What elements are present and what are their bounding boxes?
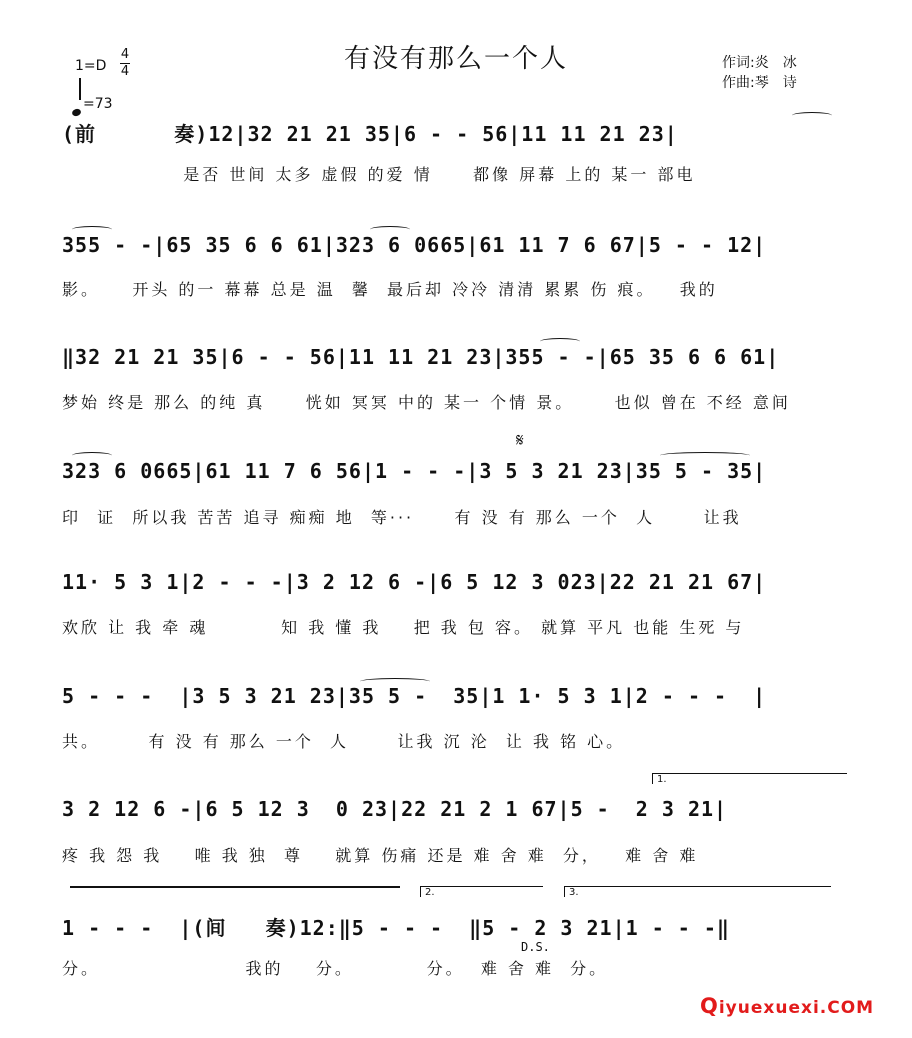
quarter-note-icon bbox=[71, 108, 82, 118]
notation-row-2: 355 - -|65 35 6 6 61|323 6 0665|61 11 7 6 67|5 - - 12| bbox=[62, 233, 767, 257]
slur-mark bbox=[360, 678, 430, 685]
slur-mark bbox=[370, 226, 410, 233]
notation-row-4: 323 6 0665|61 11 7 6 56|1 - - -|3 5 3 21 23|35 5 - 35| bbox=[62, 459, 767, 483]
slur-mark bbox=[72, 452, 112, 459]
composer-credit: 作曲:琴 诗 bbox=[722, 75, 797, 91]
lyrics-row-8: 分。 我的 分。 分。 难 舍 难 分。 bbox=[62, 959, 609, 978]
notation-row-8: 1 - - - |(间 奏)12:‖5 - - - ‖5 - 2 3 21|1 - - -‖ bbox=[62, 916, 730, 940]
lyrics-row-5: 欢欣 让 我 牵 魂 知 我 懂 我 把 我 包 容。 就算 平凡 也能 生死 与 bbox=[62, 618, 745, 637]
key-signature: 1=D bbox=[75, 58, 107, 74]
lyrics-row-6: 共。 有 没 有 那么 一个 人 让我 沉 沦 让 我 铭 心。 bbox=[62, 732, 626, 751]
lyrics-row-4: 印 证 所以我 苦苦 追寻 痴痴 地 等··· 有 没 有 那么 一个 人 让我 bbox=[62, 508, 742, 527]
slur-mark bbox=[540, 338, 580, 345]
notation-row-6: 5 - - - |3 5 3 21 23|35 5 - 35|1 1· 5 3 1|2 - - - | bbox=[62, 684, 767, 708]
ds-marking: D.S. bbox=[521, 940, 550, 954]
slur-mark bbox=[72, 226, 112, 233]
lyrics-row-2: 影。 开头 的一 幕幕 总是 温 馨 最后却 冷冷 清清 累累 伤 痕。 我的 bbox=[62, 280, 718, 299]
lyricist-credit: 作词:炎 冰 bbox=[722, 55, 797, 71]
notation-row-1: (前 奏)12|32 21 21 35|6 - - 56|11 11 21 23| bbox=[62, 122, 678, 146]
slur-mark bbox=[792, 112, 832, 119]
repeat-bracket-line bbox=[70, 886, 400, 888]
lyrics-row-7: 疼 我 怨 我 唯 我 独 尊 就算 伤痛 还是 难 舍 难 分， 难 舍 难 bbox=[62, 846, 699, 865]
volta-2: 2. bbox=[420, 886, 543, 897]
notation-row-3: ‖32 21 21 35|6 - - 56|11 11 21 23|355 - -|65 35 6 6 61| bbox=[62, 345, 780, 369]
lyrics-row-3: 梦始 终是 那么 的纯 真 恍如 冥冥 中的 某一 个情 景。 也似 曾在 不经 意间 bbox=[62, 393, 791, 412]
watermark-text: iyuexuexi.COM bbox=[718, 998, 875, 1018]
segno-icon: 𝄋 bbox=[516, 430, 524, 451]
time-signature-bottom: 4 bbox=[120, 64, 130, 79]
time-signature-top: 4 bbox=[120, 47, 130, 62]
slur-mark bbox=[660, 452, 750, 459]
notation-row-5: 11· 5 3 1|2 - - -|3 2 12 6 -|6 5 12 3 023|22 21 21 67| bbox=[62, 570, 767, 594]
lyrics-row-1: 是否 世间 太多 虚假 的爱 情 都像 屏幕 上的 某一 部电 bbox=[62, 165, 696, 184]
notation-row-7: 3 2 12 6 -|6 5 12 3 0 23|22 21 2 1 67|5 - 2 3 21| bbox=[62, 797, 728, 821]
song-title: 有没有那么一个人 bbox=[343, 44, 568, 74]
volta-3: 3. bbox=[564, 886, 831, 897]
watermark-logo-icon: Q bbox=[700, 994, 719, 1018]
volta-1: 1. bbox=[652, 773, 847, 784]
watermark bbox=[700, 994, 874, 1018]
tempo-marking: =73 bbox=[72, 86, 113, 112]
